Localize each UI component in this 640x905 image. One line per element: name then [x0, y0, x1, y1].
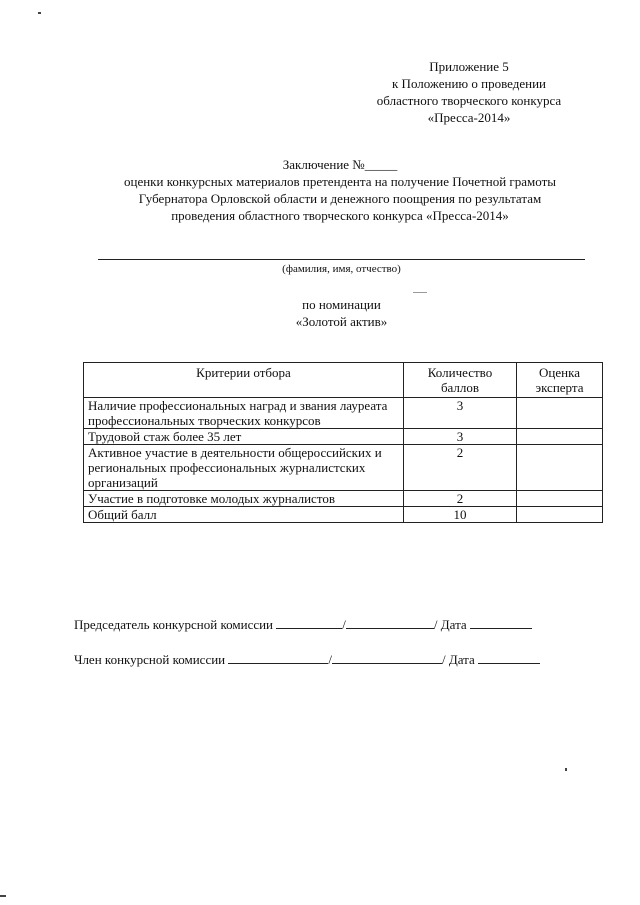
separator: / [328, 652, 333, 667]
appendix-number: Приложение 5 [429, 59, 509, 74]
conclusion-line-2: Губернатора Орловской области и денежного поощрения по результатам [138, 191, 542, 206]
header-expert: Оценка эксперта [517, 363, 603, 398]
criterion-cell: Трудовой стаж более 35 лет [84, 429, 404, 445]
member-signature-line [74, 651, 614, 668]
header-criteria: Критерии отбора [84, 363, 404, 398]
name-caption: (фамилия, имя, отчество) [282, 263, 401, 275]
header-points: Количество баллов [404, 363, 517, 398]
table-row [84, 491, 603, 507]
table-row-total [84, 507, 603, 523]
points-cell: 3 [404, 398, 517, 429]
table-row [84, 445, 603, 491]
chair-date-label: / Дата [433, 617, 467, 632]
expert-score-cell[interactable] [517, 445, 603, 491]
scan-speck [38, 12, 41, 14]
appendix-ref: к Положению о проведении [391, 76, 547, 91]
points-cell: 2 [404, 445, 517, 491]
chair-signature-field[interactable] [276, 616, 342, 629]
separator: / [342, 617, 346, 632]
appendix-header [330, 58, 608, 126]
table-row [84, 429, 603, 445]
member-date-field[interactable] [478, 651, 540, 664]
member-name-field[interactable] [332, 651, 442, 664]
scan-speck [0, 895, 6, 897]
conclusion-line-1: оценки конкурсных материалов претендента на получение Почетной грамоты [123, 174, 556, 189]
criterion-cell: Активное участие в деятельности общероссийских и региональных профессиональных журналистских организаций [84, 445, 404, 491]
conclusion-line-3: проведения областного творческого конкурса «Пресса-2014» [171, 208, 509, 223]
table-header-row [84, 363, 603, 398]
criterion-cell: Общий балл [84, 507, 404, 523]
points-cell: 3 [404, 429, 517, 445]
member-signature-field[interactable] [228, 651, 328, 664]
conclusion-title: Заключение №_____ [282, 157, 398, 172]
conclusion-title-block [60, 156, 620, 224]
expert-score-cell[interactable] [517, 398, 603, 429]
criteria-table [83, 362, 603, 523]
chair-label: Председатель конкурсной комиссии [74, 617, 274, 632]
expert-score-cell[interactable] [517, 507, 603, 523]
member-label: Член конкурсной комиссии [74, 652, 226, 667]
scan-speck [565, 768, 567, 771]
nomination-value: «Золотой актив» [295, 314, 388, 329]
table-row [84, 398, 603, 429]
name-fill-line [98, 258, 585, 260]
appendix-contest: областного творческого конкурса [376, 93, 562, 108]
criterion-cell: Участие в подготовке молодых журналистов [84, 491, 404, 507]
appendix-contest-name: «Пресса-2014» [427, 110, 511, 125]
expert-score-cell[interactable] [517, 491, 603, 507]
nomination-label: по номинации [302, 297, 381, 312]
scan-speck [413, 292, 427, 293]
nomination-block [98, 296, 585, 330]
chair-name-field[interactable] [346, 616, 434, 629]
expert-score-cell[interactable] [517, 429, 603, 445]
chair-date-field[interactable] [470, 616, 532, 629]
points-cell: 10 [404, 507, 517, 523]
points-cell: 2 [404, 491, 517, 507]
chair-signature-line [74, 616, 614, 633]
criterion-cell: Наличие профессиональных наград и звания лауреата профессиональных творческих конкурсов [84, 398, 404, 429]
member-date-label: / Дата [442, 652, 475, 667]
